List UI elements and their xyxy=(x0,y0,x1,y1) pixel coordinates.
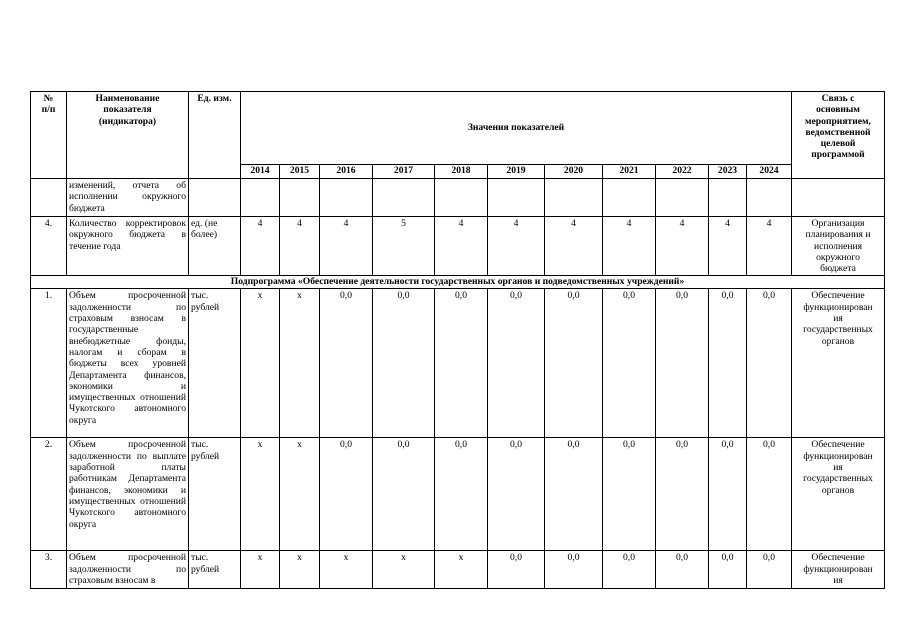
value-2018: х xyxy=(435,551,488,589)
value-2015: х xyxy=(280,551,320,589)
header-link: Связь с основным мероприятием, ведомственной целевой программой xyxy=(792,92,885,179)
value-2016 xyxy=(320,179,373,217)
table-row xyxy=(31,179,885,217)
table-row xyxy=(31,289,885,438)
indicator-name: Объем просроченной задолженности по выплате заработной платы работникам Департамента финансов, экономики и имущественных отношений Чукотского автономного округа xyxy=(67,438,189,551)
value-2019: 0,0 xyxy=(488,289,545,438)
unit-cell xyxy=(189,179,241,217)
value-2024 xyxy=(747,179,792,217)
header-name: Наименование показателя (индикатора) xyxy=(67,92,189,179)
value-2015: х xyxy=(280,438,320,551)
value-2020: 0,0 xyxy=(545,551,603,589)
value-2024: 0,0 xyxy=(747,289,792,438)
value-2024: 4 xyxy=(747,217,792,276)
unit-cell: тыс. рублей xyxy=(189,438,241,551)
value-2022: 0,0 xyxy=(656,551,709,589)
year-2019: 2019 xyxy=(488,165,545,179)
unit-cell: тыс. рублей xyxy=(189,551,241,589)
value-2016: 4 xyxy=(320,217,373,276)
value-2020 xyxy=(545,179,603,217)
unit-cell: ед. (не более) xyxy=(189,217,241,276)
value-2017 xyxy=(373,179,435,217)
row-number: 2. xyxy=(31,438,67,551)
indicator-name: Объем просроченной задолженности по страховым взносам в государственные внебюджетные фонды, налогам и сборам в бюджеты всех уровней Департамента финансов, экономики и имущественных отношений Чукотского автономного округа xyxy=(67,289,189,438)
value-2018 xyxy=(435,179,488,217)
subprogram-header: Подпрограмма «Обеспечение деятельности государственных органов и подведомственных учреждений» xyxy=(31,276,885,289)
value-2024: 0,0 xyxy=(747,438,792,551)
value-2014 xyxy=(241,179,280,217)
value-2014: х xyxy=(241,438,280,551)
table-row xyxy=(31,551,885,589)
year-2024: 2024 xyxy=(747,165,792,179)
value-2022: 0,0 xyxy=(656,289,709,438)
program-link: Организация планирования и исполнения окружного бюджета xyxy=(792,217,885,276)
value-2023: 0,0 xyxy=(709,289,747,438)
year-2015: 2015 xyxy=(280,165,320,179)
value-2014: 4 xyxy=(241,217,280,276)
value-2015 xyxy=(280,179,320,217)
year-2018: 2018 xyxy=(435,165,488,179)
table-row xyxy=(31,217,885,276)
value-2021: 0,0 xyxy=(603,438,656,551)
program-link: Обеспечение функционирован ия государственных органов xyxy=(792,438,885,551)
year-2014: 2014 xyxy=(241,165,280,179)
value-2019: 0,0 xyxy=(488,551,545,589)
value-2017: 0,0 xyxy=(373,438,435,551)
value-2017: 0,0 xyxy=(373,289,435,438)
value-2022: 4 xyxy=(656,217,709,276)
program-link: Обеспечение функционирован ия xyxy=(792,551,885,589)
program-link xyxy=(792,179,885,217)
value-2018: 0,0 xyxy=(435,289,488,438)
year-2017: 2017 xyxy=(373,165,435,179)
row-number: 1. xyxy=(31,289,67,438)
row-number: 3. xyxy=(31,551,67,589)
value-2020: 0,0 xyxy=(545,438,603,551)
value-2016: х xyxy=(320,551,373,589)
value-2014: х xyxy=(241,289,280,438)
value-2023 xyxy=(709,179,747,217)
row-number: 4. xyxy=(31,217,67,276)
value-2023: 0,0 xyxy=(709,551,747,589)
value-2016: 0,0 xyxy=(320,438,373,551)
value-2017: 5 xyxy=(373,217,435,276)
indicators-table xyxy=(30,91,885,589)
year-2023: 2023 xyxy=(709,165,747,179)
year-2020: 2020 xyxy=(545,165,603,179)
value-2022: 0,0 xyxy=(656,438,709,551)
indicator-name: Количество корректировок окружного бюджета в течение года xyxy=(67,217,189,276)
value-2014: х xyxy=(241,551,280,589)
value-2023: 4 xyxy=(709,217,747,276)
indicator-name: Объем просроченной задолженности по страховым взносам в xyxy=(67,551,189,589)
value-2024: 0,0 xyxy=(747,551,792,589)
unit-cell: тыс. рублей xyxy=(189,289,241,438)
value-2015: 4 xyxy=(280,217,320,276)
value-2018: 0,0 xyxy=(435,438,488,551)
value-2016: 0,0 xyxy=(320,289,373,438)
value-2021: 4 xyxy=(603,217,656,276)
value-2015: х xyxy=(280,289,320,438)
value-2019: 0,0 xyxy=(488,438,545,551)
value-2021 xyxy=(603,179,656,217)
row-number xyxy=(31,179,67,217)
value-2020: 4 xyxy=(545,217,603,276)
header-unit: Ед. изм. xyxy=(189,92,241,179)
value-2017: х xyxy=(373,551,435,589)
value-2018: 4 xyxy=(435,217,488,276)
value-2023: 0,0 xyxy=(709,438,747,551)
value-2021: 0,0 xyxy=(603,289,656,438)
header-values: Значения показателей xyxy=(241,92,792,165)
year-2022: 2022 xyxy=(656,165,709,179)
year-2016: 2016 xyxy=(320,165,373,179)
year-2021: 2021 xyxy=(603,165,656,179)
value-2022 xyxy=(656,179,709,217)
header-num: № п/п xyxy=(31,92,67,179)
value-2019: 4 xyxy=(488,217,545,276)
indicator-name: изменений, отчета об исполнении окружного бюджета xyxy=(67,179,189,217)
value-2020: 0,0 xyxy=(545,289,603,438)
value-2019 xyxy=(488,179,545,217)
program-link: Обеспечение функционирован ия государственных органов xyxy=(792,289,885,438)
table-row xyxy=(31,438,885,551)
value-2021: 0,0 xyxy=(603,551,656,589)
